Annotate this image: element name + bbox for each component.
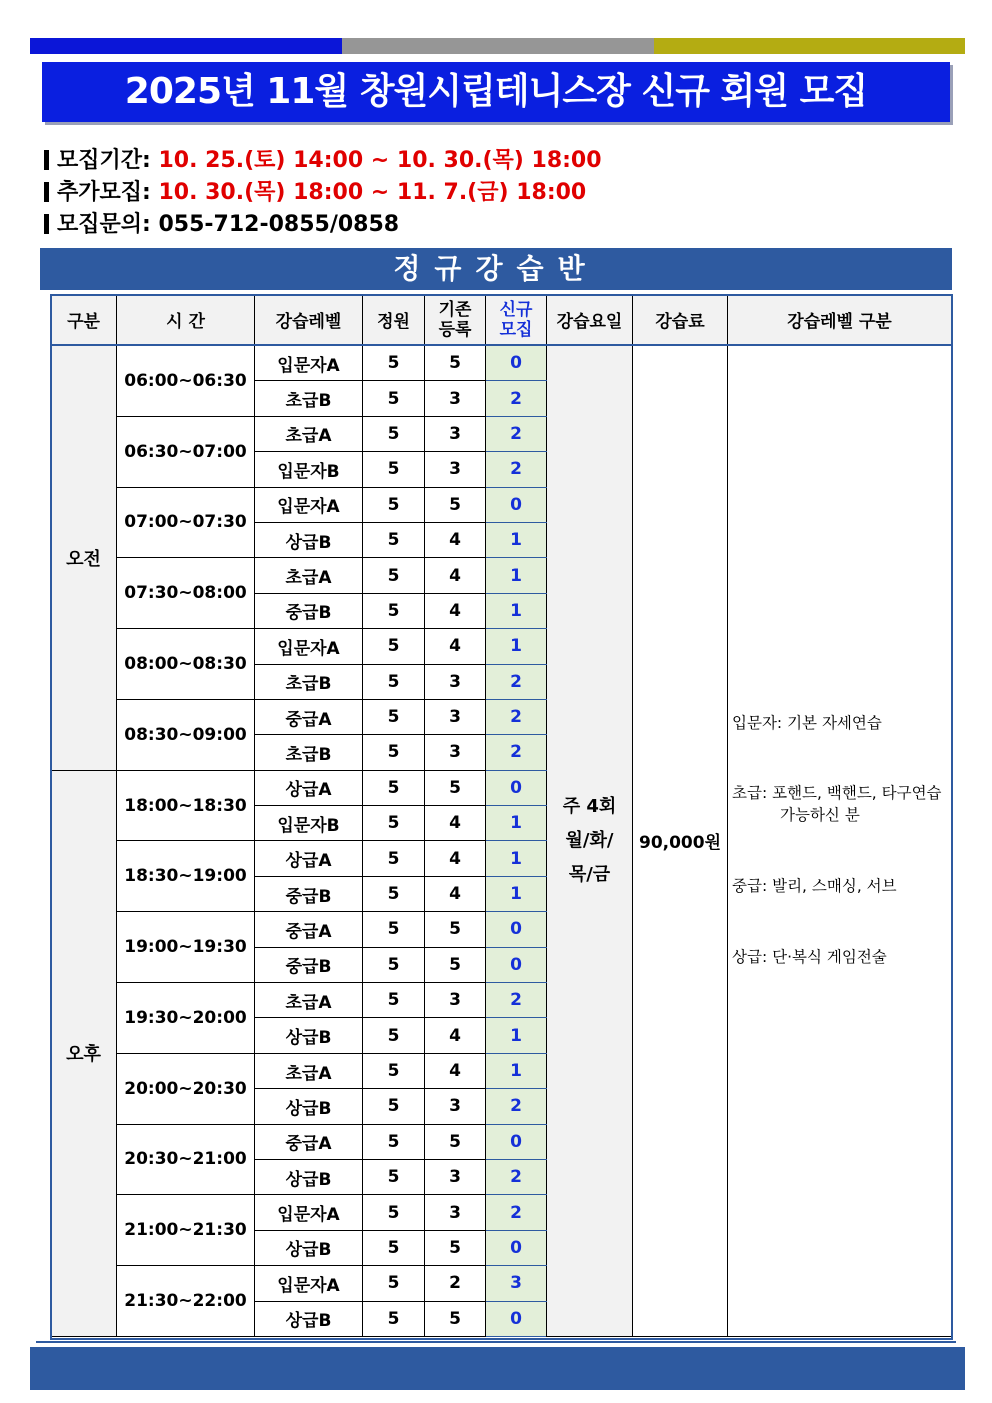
header-new-line1: 신규 xyxy=(499,299,533,320)
recruit-period-label: 모집기간: xyxy=(57,148,151,173)
existing-cell: 3 xyxy=(425,1195,486,1230)
table-row xyxy=(51,345,952,381)
existing-cell: 3 xyxy=(425,735,486,770)
class-days xyxy=(547,345,633,1336)
time-slot: 21:30~22:00 xyxy=(117,1266,255,1337)
level-cell: 입문자A xyxy=(255,629,363,664)
new-cell: 0 xyxy=(486,1124,547,1159)
capacity-cell: 5 xyxy=(363,558,425,593)
new-cell: 1 xyxy=(486,841,547,876)
new-cell: 2 xyxy=(486,416,547,451)
capacity-cell: 5 xyxy=(363,1159,425,1194)
new-cell: 2 xyxy=(486,1159,547,1194)
existing-cell: 4 xyxy=(425,629,486,664)
new-cell: 1 xyxy=(486,806,547,841)
capacity-cell: 5 xyxy=(363,1230,425,1265)
bullet-bar-icon xyxy=(44,150,49,170)
time-slot: 08:30~09:00 xyxy=(117,699,255,770)
new-cell: 2 xyxy=(486,664,547,699)
header-new xyxy=(486,295,547,346)
time-slot: 20:00~20:30 xyxy=(117,1053,255,1124)
top-bar-gray xyxy=(342,38,654,54)
top-bar-blue xyxy=(30,38,342,54)
capacity-cell: 5 xyxy=(363,345,425,381)
level-cell: 입문자A xyxy=(255,1266,363,1301)
level-cell: 상급B xyxy=(255,1301,363,1336)
recruit-period xyxy=(44,146,602,176)
level-cell: 중급A xyxy=(255,1124,363,1159)
desc-elementary-cont: 가능하신 분 xyxy=(780,806,860,824)
pm-label: 오후 xyxy=(51,770,117,1336)
existing-cell: 3 xyxy=(425,1089,486,1124)
new-cell: 2 xyxy=(486,452,547,487)
existing-cell: 4 xyxy=(425,593,486,628)
capacity-cell: 5 xyxy=(363,735,425,770)
header-days: 강습요일 xyxy=(547,295,633,346)
capacity-cell: 5 xyxy=(363,487,425,522)
level-cell: 상급B xyxy=(255,522,363,557)
new-cell: 2 xyxy=(486,1089,547,1124)
existing-cell: 5 xyxy=(425,1124,486,1159)
new-cell: 2 xyxy=(486,699,547,734)
schedule-table xyxy=(50,294,952,1337)
level-cell: 입문자A xyxy=(255,487,363,522)
capacity-cell: 5 xyxy=(363,1018,425,1053)
level-cell: 입문자B xyxy=(255,806,363,841)
class-days-line1: 주 4회 xyxy=(562,795,617,817)
capacity-cell: 5 xyxy=(363,522,425,557)
extra-recruit-period xyxy=(44,178,586,208)
header-existing xyxy=(425,295,486,346)
level-cell: 초급A xyxy=(255,416,363,451)
new-cell: 0 xyxy=(486,912,547,947)
level-cell: 초급A xyxy=(255,1053,363,1088)
header-capacity: 정원 xyxy=(363,295,425,346)
new-cell: 2 xyxy=(486,1195,547,1230)
existing-cell: 3 xyxy=(425,381,486,416)
time-slot: 18:00~18:30 xyxy=(117,770,255,841)
existing-cell: 2 xyxy=(425,1266,486,1301)
capacity-cell: 5 xyxy=(363,983,425,1018)
time-slot: 06:30~07:00 xyxy=(117,416,255,487)
capacity-cell: 5 xyxy=(363,1266,425,1301)
contact-value: 055-712-0855/0858 xyxy=(158,212,400,237)
existing-cell: 5 xyxy=(425,912,486,947)
level-cell: 초급A xyxy=(255,983,363,1018)
existing-cell: 4 xyxy=(425,1018,486,1053)
new-cell: 0 xyxy=(486,947,547,982)
new-cell: 1 xyxy=(486,1053,547,1088)
level-cell: 초급B xyxy=(255,664,363,699)
new-cell: 0 xyxy=(486,1230,547,1265)
existing-cell: 4 xyxy=(425,876,486,911)
desc-advanced: 상급: 단·복식 게임전술 xyxy=(732,948,887,966)
level-cell: 입문자A xyxy=(255,1195,363,1230)
capacity-cell: 5 xyxy=(363,947,425,982)
level-cell: 입문자B xyxy=(255,452,363,487)
header-level: 강습레벨 xyxy=(255,295,363,346)
level-cell: 상급A xyxy=(255,770,363,805)
level-description xyxy=(728,345,952,1336)
level-cell: 중급A xyxy=(255,912,363,947)
existing-cell: 3 xyxy=(425,983,486,1018)
new-cell: 0 xyxy=(486,487,547,522)
header-existing-line2: 등록 xyxy=(438,319,472,340)
existing-cell: 3 xyxy=(425,416,486,451)
time-slot: 06:00~06:30 xyxy=(117,345,255,416)
level-cell: 초급B xyxy=(255,735,363,770)
capacity-cell: 5 xyxy=(363,381,425,416)
desc-intermediate: 중급: 발리, 스매싱, 서브 xyxy=(732,877,897,895)
existing-cell: 5 xyxy=(425,345,486,381)
new-cell: 0 xyxy=(486,1301,547,1336)
level-cell: 입문자A xyxy=(255,345,363,381)
contact-info xyxy=(44,210,399,240)
capacity-cell: 5 xyxy=(363,806,425,841)
time-slot: 20:30~21:00 xyxy=(117,1124,255,1195)
capacity-cell: 5 xyxy=(363,664,425,699)
capacity-cell: 5 xyxy=(363,452,425,487)
existing-cell: 5 xyxy=(425,947,486,982)
capacity-cell: 5 xyxy=(363,1089,425,1124)
existing-cell: 5 xyxy=(425,770,486,805)
capacity-cell: 5 xyxy=(363,1195,425,1230)
new-cell: 1 xyxy=(486,876,547,911)
contact-label: 모집문의: xyxy=(57,212,151,237)
section-title: 정규강습반 xyxy=(40,248,952,290)
level-cell: 중급B xyxy=(255,947,363,982)
capacity-cell: 5 xyxy=(363,1301,425,1336)
table-body xyxy=(51,345,952,1336)
table-header-row xyxy=(51,295,952,346)
time-slot: 07:00~07:30 xyxy=(117,487,255,558)
existing-cell: 4 xyxy=(425,1053,486,1088)
existing-cell: 3 xyxy=(425,699,486,734)
extra-recruit-label: 추가모집: xyxy=(57,180,151,205)
new-cell: 0 xyxy=(486,770,547,805)
level-cell: 중급A xyxy=(255,699,363,734)
level-cell: 초급B xyxy=(255,381,363,416)
capacity-cell: 5 xyxy=(363,770,425,805)
new-cell: 3 xyxy=(486,1266,547,1301)
schedule-table-wrap xyxy=(50,294,951,1337)
capacity-cell: 5 xyxy=(363,1053,425,1088)
level-cell: 중급B xyxy=(255,876,363,911)
header-level-desc: 강습레벨 구분 xyxy=(728,295,952,346)
recruit-period-value: 10. 25.(토) 14:00 ~ 10. 30.(목) 18:00 xyxy=(158,148,602,173)
capacity-cell: 5 xyxy=(363,416,425,451)
capacity-cell: 5 xyxy=(363,629,425,664)
bottom-rule xyxy=(36,1341,956,1343)
bullet-bar-icon xyxy=(44,182,49,202)
time-slot: 19:00~19:30 xyxy=(117,912,255,983)
time-slot: 19:30~20:00 xyxy=(117,983,255,1054)
desc-beginner: 입문자: 기본 자세연습 xyxy=(732,714,882,732)
existing-cell: 4 xyxy=(425,558,486,593)
existing-cell: 4 xyxy=(425,522,486,557)
bullet-bar-icon xyxy=(44,214,49,234)
new-cell: 1 xyxy=(486,629,547,664)
am-label: 오전 xyxy=(51,345,117,770)
capacity-cell: 5 xyxy=(363,912,425,947)
header-category: 구분 xyxy=(51,295,117,346)
time-slot: 21:00~21:30 xyxy=(117,1195,255,1266)
new-cell: 2 xyxy=(486,735,547,770)
level-cell: 중급B xyxy=(255,593,363,628)
existing-cell: 3 xyxy=(425,1159,486,1194)
new-cell: 2 xyxy=(486,983,547,1018)
top-bar-olive xyxy=(654,38,965,54)
class-fee: 90,000원 xyxy=(633,345,728,1336)
existing-cell: 4 xyxy=(425,806,486,841)
top-color-bar xyxy=(30,38,965,54)
capacity-cell: 5 xyxy=(363,1124,425,1159)
header-time: 시 간 xyxy=(117,295,255,346)
existing-cell: 4 xyxy=(425,841,486,876)
level-cell: 상급B xyxy=(255,1089,363,1124)
new-cell: 0 xyxy=(486,345,547,381)
existing-cell: 5 xyxy=(425,487,486,522)
level-cell: 상급A xyxy=(255,841,363,876)
level-cell: 상급B xyxy=(255,1159,363,1194)
new-cell: 1 xyxy=(486,1018,547,1053)
level-cell: 상급B xyxy=(255,1018,363,1053)
capacity-cell: 5 xyxy=(363,593,425,628)
new-cell: 2 xyxy=(486,381,547,416)
existing-cell: 3 xyxy=(425,664,486,699)
header-fee: 강습료 xyxy=(633,295,728,346)
new-cell: 1 xyxy=(486,558,547,593)
existing-cell: 5 xyxy=(425,1301,486,1336)
capacity-cell: 5 xyxy=(363,699,425,734)
capacity-cell: 5 xyxy=(363,876,425,911)
capacity-cell: 5 xyxy=(363,841,425,876)
page-title: 2025년 11월 창원시립테니스장 신규 회원 모집 xyxy=(42,62,950,122)
level-cell: 초급A xyxy=(255,558,363,593)
class-days-line2: 월/화/ xyxy=(565,829,614,851)
header-existing-line1: 기존 xyxy=(438,299,472,320)
time-slot: 18:30~19:00 xyxy=(117,841,255,912)
extra-recruit-value: 10. 30.(목) 18:00 ~ 11. 7.(금) 18:00 xyxy=(158,180,587,205)
time-slot: 08:00~08:30 xyxy=(117,629,255,700)
time-slot: 07:30~08:00 xyxy=(117,558,255,629)
new-cell: 1 xyxy=(486,522,547,557)
desc-elementary: 초급: 포핸드, 백핸드, 타구연습 xyxy=(732,784,942,802)
existing-cell: 3 xyxy=(425,452,486,487)
new-cell: 1 xyxy=(486,593,547,628)
class-days-line3: 목/금 xyxy=(568,863,611,885)
existing-cell: 5 xyxy=(425,1230,486,1265)
header-new-line2: 모집 xyxy=(499,319,533,340)
footer-bar xyxy=(30,1347,965,1390)
level-cell: 상급B xyxy=(255,1230,363,1265)
